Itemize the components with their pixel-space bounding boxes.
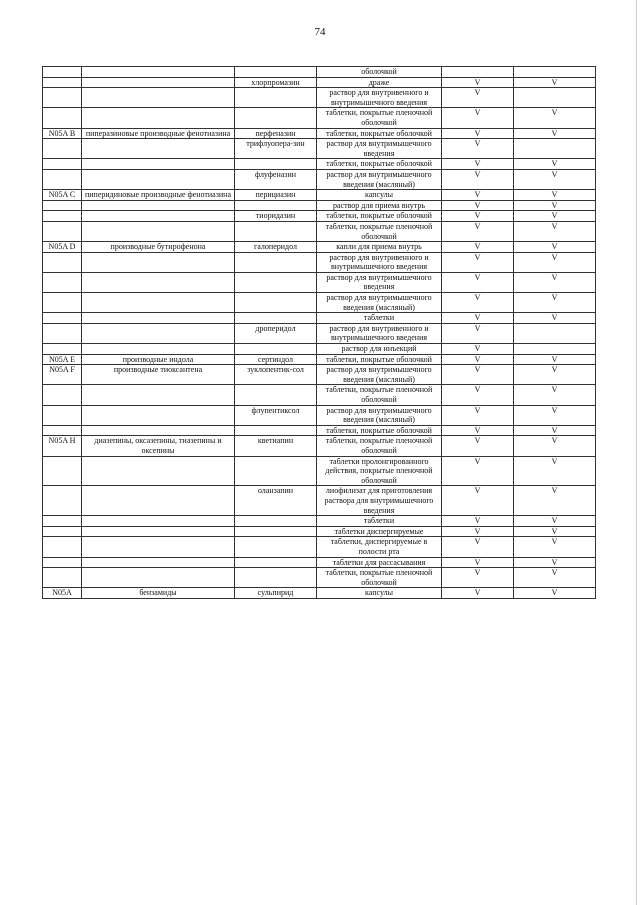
dosage-form-cell: капсулы <box>317 588 442 599</box>
mark-column-1-cell: V <box>442 385 514 405</box>
atc-code-cell: N05A E <box>43 354 82 365</box>
mark-column-2-cell: V <box>514 108 596 128</box>
group-name-cell <box>82 200 235 211</box>
atc-code-cell <box>43 169 82 189</box>
dosage-form-cell: таблетки пролонгированного действия, покрытые пленочной оболочкой <box>317 456 442 486</box>
dosage-form-cell: таблетки диспергируемые <box>317 526 442 537</box>
drug-name-cell <box>235 67 317 78</box>
atc-code-cell <box>43 252 82 272</box>
mark-column-1-cell: V <box>442 169 514 189</box>
group-name-cell <box>82 516 235 527</box>
drug-name-cell: галоперидол <box>235 242 317 253</box>
table-row <box>43 436 596 456</box>
drug-name-cell: трифлуопера-зин <box>235 139 317 159</box>
atc-code-cell: N05A C <box>43 190 82 201</box>
atc-code-cell <box>43 221 82 241</box>
dosage-form-cell: капсулы <box>317 190 442 201</box>
drug-name-cell: оланзапин <box>235 486 317 516</box>
drug-name-cell <box>235 344 317 355</box>
mark-column-2-cell: V <box>514 456 596 486</box>
mark-column-1-cell: V <box>442 293 514 313</box>
table-row <box>43 159 596 170</box>
mark-column-2-cell: V <box>514 242 596 253</box>
dosage-form-cell: таблетки, покрытые пленочной оболочкой <box>317 221 442 241</box>
table-row <box>43 108 596 128</box>
group-name-cell <box>82 252 235 272</box>
group-name-cell <box>82 557 235 568</box>
mark-column-1-cell: V <box>442 486 514 516</box>
mark-column-2-cell: V <box>514 425 596 436</box>
dosage-form-cell: таблетки, диспергируемые в полости рта <box>317 537 442 557</box>
mark-column-1-cell: V <box>442 425 514 436</box>
dosage-form-cell: оболочкой <box>317 67 442 78</box>
dosage-form-cell: таблетки, покрытые пленочной оболочкой <box>317 108 442 128</box>
group-name-cell <box>82 293 235 313</box>
atc-code-cell <box>43 456 82 486</box>
table-row <box>43 200 596 211</box>
group-name-cell <box>82 108 235 128</box>
mark-column-2-cell: V <box>514 159 596 170</box>
table-row <box>43 526 596 537</box>
atc-code-cell <box>43 67 82 78</box>
mark-column-2-cell: V <box>514 568 596 588</box>
mark-column-1-cell: V <box>442 588 514 599</box>
mark-column-2-cell: V <box>514 557 596 568</box>
atc-code-cell <box>43 272 82 292</box>
table-row <box>43 252 596 272</box>
mark-column-1-cell: V <box>442 516 514 527</box>
atc-code-cell <box>43 159 82 170</box>
table-row <box>43 139 596 159</box>
drug-name-cell <box>235 221 317 241</box>
dosage-form-cell: раствор для внутривенного и внутримышечного введения <box>317 88 442 108</box>
mark-column-2-cell: V <box>514 252 596 272</box>
group-name-cell <box>82 486 235 516</box>
drug-name-cell: флупентиксол <box>235 405 317 425</box>
mark-column-1-cell: V <box>442 323 514 343</box>
drug-name-cell: сульпирид <box>235 588 317 599</box>
drug-name-cell <box>235 537 317 557</box>
group-name-cell: производные индола <box>82 354 235 365</box>
mark-column-2-cell: V <box>514 365 596 385</box>
dosage-form-cell: таблетки для рассасывания <box>317 557 442 568</box>
drug-name-cell: перициазин <box>235 190 317 201</box>
dosage-form-cell: таблетки, покрытые пленочной оболочкой <box>317 436 442 456</box>
mark-column-1-cell: V <box>442 77 514 88</box>
atc-code-cell: N05A H <box>43 436 82 456</box>
mark-column-2-cell <box>514 344 596 355</box>
mark-column-2-cell: V <box>514 293 596 313</box>
group-name-cell <box>82 526 235 537</box>
atc-code-cell <box>43 293 82 313</box>
group-name-cell <box>82 568 235 588</box>
mark-column-2-cell: V <box>514 128 596 139</box>
dosage-form-cell: раствор для инъекций <box>317 344 442 355</box>
table-row <box>43 456 596 486</box>
table-row <box>43 88 596 108</box>
mark-column-2-cell: V <box>514 588 596 599</box>
drug-table <box>42 66 596 599</box>
mark-column-1-cell: V <box>442 221 514 241</box>
dosage-form-cell: таблетки, покрытые оболочкой <box>317 354 442 365</box>
group-name-cell: диазепины, оксазепины, тиазепины и оксепины <box>82 436 235 456</box>
group-name-cell <box>82 456 235 486</box>
dosage-form-cell: раствор для внутримышечного введения <box>317 272 442 292</box>
mark-column-2-cell: V <box>514 272 596 292</box>
mark-column-1-cell: V <box>442 139 514 159</box>
mark-column-2-cell <box>514 88 596 108</box>
mark-column-1-cell: V <box>442 365 514 385</box>
group-name-cell <box>82 385 235 405</box>
dosage-form-cell: таблетки, покрытые оболочкой <box>317 425 442 436</box>
group-name-cell <box>82 344 235 355</box>
table-row <box>43 516 596 527</box>
page-edge-line <box>636 0 637 905</box>
dosage-form-cell: таблетки, покрытые оболочкой <box>317 211 442 222</box>
drug-name-cell <box>235 108 317 128</box>
mark-column-1-cell: V <box>442 526 514 537</box>
atc-code-cell <box>43 344 82 355</box>
drug-name-cell <box>235 456 317 486</box>
mark-column-2-cell: V <box>514 221 596 241</box>
drug-name-cell <box>235 557 317 568</box>
table-row <box>43 425 596 436</box>
table-row <box>43 272 596 292</box>
atc-code-cell <box>43 486 82 516</box>
group-name-cell <box>82 405 235 425</box>
drug-name-cell <box>235 88 317 108</box>
mark-column-1-cell: V <box>442 456 514 486</box>
mark-column-2-cell: V <box>514 436 596 456</box>
group-name-cell: бензамиды <box>82 588 235 599</box>
dosage-form-cell: раствор для внутримышечного введения (масляный) <box>317 169 442 189</box>
mark-column-2-cell: V <box>514 77 596 88</box>
mark-column-2-cell <box>514 67 596 78</box>
group-name-cell <box>82 313 235 324</box>
atc-code-cell <box>43 323 82 343</box>
group-name-cell <box>82 159 235 170</box>
page-number: 74 <box>314 26 326 38</box>
drug-name-cell <box>235 385 317 405</box>
atc-code-cell <box>43 77 82 88</box>
drug-name-cell <box>235 200 317 211</box>
table-row <box>43 486 596 516</box>
mark-column-1-cell: V <box>442 211 514 222</box>
mark-column-1-cell: V <box>442 252 514 272</box>
drug-name-cell <box>235 252 317 272</box>
group-name-cell: пиперидиновые производные фенотиазина <box>82 190 235 201</box>
group-name-cell <box>82 169 235 189</box>
group-name-cell: пиперазиновые производные фенотиазина <box>82 128 235 139</box>
mark-column-1-cell: V <box>442 436 514 456</box>
mark-column-2-cell: V <box>514 537 596 557</box>
table-row <box>43 354 596 365</box>
dosage-form-cell: раствор для внутримышечного введения <box>317 139 442 159</box>
dosage-form-cell: раствор для внутримышечного введения (масляный) <box>317 293 442 313</box>
drug-name-cell: кветиапин <box>235 436 317 456</box>
dosage-form-cell: раствор для внутримышечного введения (масляный) <box>317 405 442 425</box>
atc-code-cell: N05A F <box>43 365 82 385</box>
group-name-cell <box>82 88 235 108</box>
drug-name-cell: хлорпромазин <box>235 77 317 88</box>
mark-column-2-cell: V <box>514 190 596 201</box>
group-name-cell <box>82 67 235 78</box>
dosage-form-cell: таблетки <box>317 516 442 527</box>
table-row <box>43 385 596 405</box>
atc-code-cell <box>43 516 82 527</box>
group-name-cell <box>82 77 235 88</box>
drug-name-cell: флуфеназин <box>235 169 317 189</box>
mark-column-1-cell: V <box>442 200 514 211</box>
mark-column-1-cell: V <box>442 190 514 201</box>
mark-column-1-cell: V <box>442 108 514 128</box>
table-row <box>43 588 596 599</box>
mark-column-1-cell: V <box>442 313 514 324</box>
mark-column-1-cell: V <box>442 242 514 253</box>
table-row <box>43 365 596 385</box>
drug-name-cell <box>235 313 317 324</box>
atc-code-cell <box>43 385 82 405</box>
atc-code-cell <box>43 211 82 222</box>
atc-code-cell: N05A D <box>43 242 82 253</box>
drug-name-cell: тиоридазин <box>235 211 317 222</box>
mark-column-2-cell <box>514 139 596 159</box>
mark-column-1-cell: V <box>442 159 514 170</box>
mark-column-2-cell: V <box>514 526 596 537</box>
dosage-form-cell: таблетки <box>317 313 442 324</box>
table-row <box>43 568 596 588</box>
drug-name-cell <box>235 159 317 170</box>
dosage-form-cell: лиофилизат для приготовления раствора для внутримышечного введения <box>317 486 442 516</box>
dosage-form-cell: таблетки, покрытые оболочкой <box>317 159 442 170</box>
dosage-form-cell: раствор для приема внутрь <box>317 200 442 211</box>
mark-column-1-cell: V <box>442 537 514 557</box>
group-name-cell <box>82 221 235 241</box>
drug-name-cell: перфеназин <box>235 128 317 139</box>
dosage-form-cell: раствор для внутривенного и внутримышечного введения <box>317 323 442 343</box>
drug-name-cell: зуклопентик-сол <box>235 365 317 385</box>
group-name-cell: производные тиоксантена <box>82 365 235 385</box>
group-name-cell <box>82 425 235 436</box>
mark-column-2-cell: V <box>514 486 596 516</box>
drug-table-body <box>43 67 596 599</box>
table-row <box>43 169 596 189</box>
drug-name-cell <box>235 568 317 588</box>
drug-name-cell <box>235 526 317 537</box>
mark-column-1-cell: V <box>442 272 514 292</box>
drug-name-cell: сертиндол <box>235 354 317 365</box>
atc-code-cell <box>43 108 82 128</box>
table-row <box>43 405 596 425</box>
mark-column-2-cell <box>514 323 596 343</box>
atc-code-cell <box>43 139 82 159</box>
drug-name-cell <box>235 272 317 292</box>
mark-column-2-cell: V <box>514 211 596 222</box>
dosage-form-cell: таблетки, покрытые пленочной оболочкой <box>317 385 442 405</box>
mark-column-1-cell: V <box>442 405 514 425</box>
table-row <box>43 190 596 201</box>
mark-column-1-cell: V <box>442 128 514 139</box>
atc-code-cell: N05A B <box>43 128 82 139</box>
table-row <box>43 293 596 313</box>
atc-code-cell <box>43 425 82 436</box>
mark-column-1-cell <box>442 67 514 78</box>
group-name-cell: производные бутирофенона <box>82 242 235 253</box>
atc-code-cell <box>43 313 82 324</box>
mark-column-1-cell: V <box>442 344 514 355</box>
mark-column-2-cell: V <box>514 405 596 425</box>
table-row <box>43 77 596 88</box>
table-row <box>43 557 596 568</box>
mark-column-2-cell: V <box>514 313 596 324</box>
dosage-form-cell: таблетки, покрытые оболочкой <box>317 128 442 139</box>
atc-code-cell <box>43 537 82 557</box>
dosage-form-cell: раствор для внутривенного и внутримышечного введения <box>317 252 442 272</box>
atc-code-cell <box>43 405 82 425</box>
table-row <box>43 221 596 241</box>
atc-code-cell <box>43 568 82 588</box>
group-name-cell <box>82 272 235 292</box>
group-name-cell <box>82 139 235 159</box>
dosage-form-cell: капли для приема внутрь <box>317 242 442 253</box>
mark-column-1-cell: V <box>442 354 514 365</box>
table-row <box>43 344 596 355</box>
atc-code-cell <box>43 88 82 108</box>
group-name-cell <box>82 537 235 557</box>
table-row <box>43 67 596 78</box>
table-row <box>43 323 596 343</box>
table-row <box>43 128 596 139</box>
dosage-form-cell: раствор для внутримышечного введения (масляный) <box>317 365 442 385</box>
dosage-form-cell: таблетки, покрытые пленочной оболочкой <box>317 568 442 588</box>
table-row <box>43 313 596 324</box>
mark-column-2-cell: V <box>514 200 596 211</box>
table-row <box>43 211 596 222</box>
table-row <box>43 537 596 557</box>
mark-column-1-cell: V <box>442 557 514 568</box>
table-row <box>43 242 596 253</box>
mark-column-2-cell: V <box>514 169 596 189</box>
group-name-cell <box>82 211 235 222</box>
drug-name-cell <box>235 293 317 313</box>
atc-code-cell <box>43 526 82 537</box>
mark-column-2-cell: V <box>514 516 596 527</box>
drug-name-cell <box>235 516 317 527</box>
dosage-form-cell: драже <box>317 77 442 88</box>
drug-name-cell: дроперидол <box>235 323 317 343</box>
atc-code-cell: N05A <box>43 588 82 599</box>
mark-column-1-cell: V <box>442 568 514 588</box>
group-name-cell <box>82 323 235 343</box>
mark-column-2-cell: V <box>514 385 596 405</box>
atc-code-cell <box>43 200 82 211</box>
mark-column-1-cell: V <box>442 88 514 108</box>
drug-name-cell <box>235 425 317 436</box>
atc-code-cell <box>43 557 82 568</box>
mark-column-2-cell: V <box>514 354 596 365</box>
